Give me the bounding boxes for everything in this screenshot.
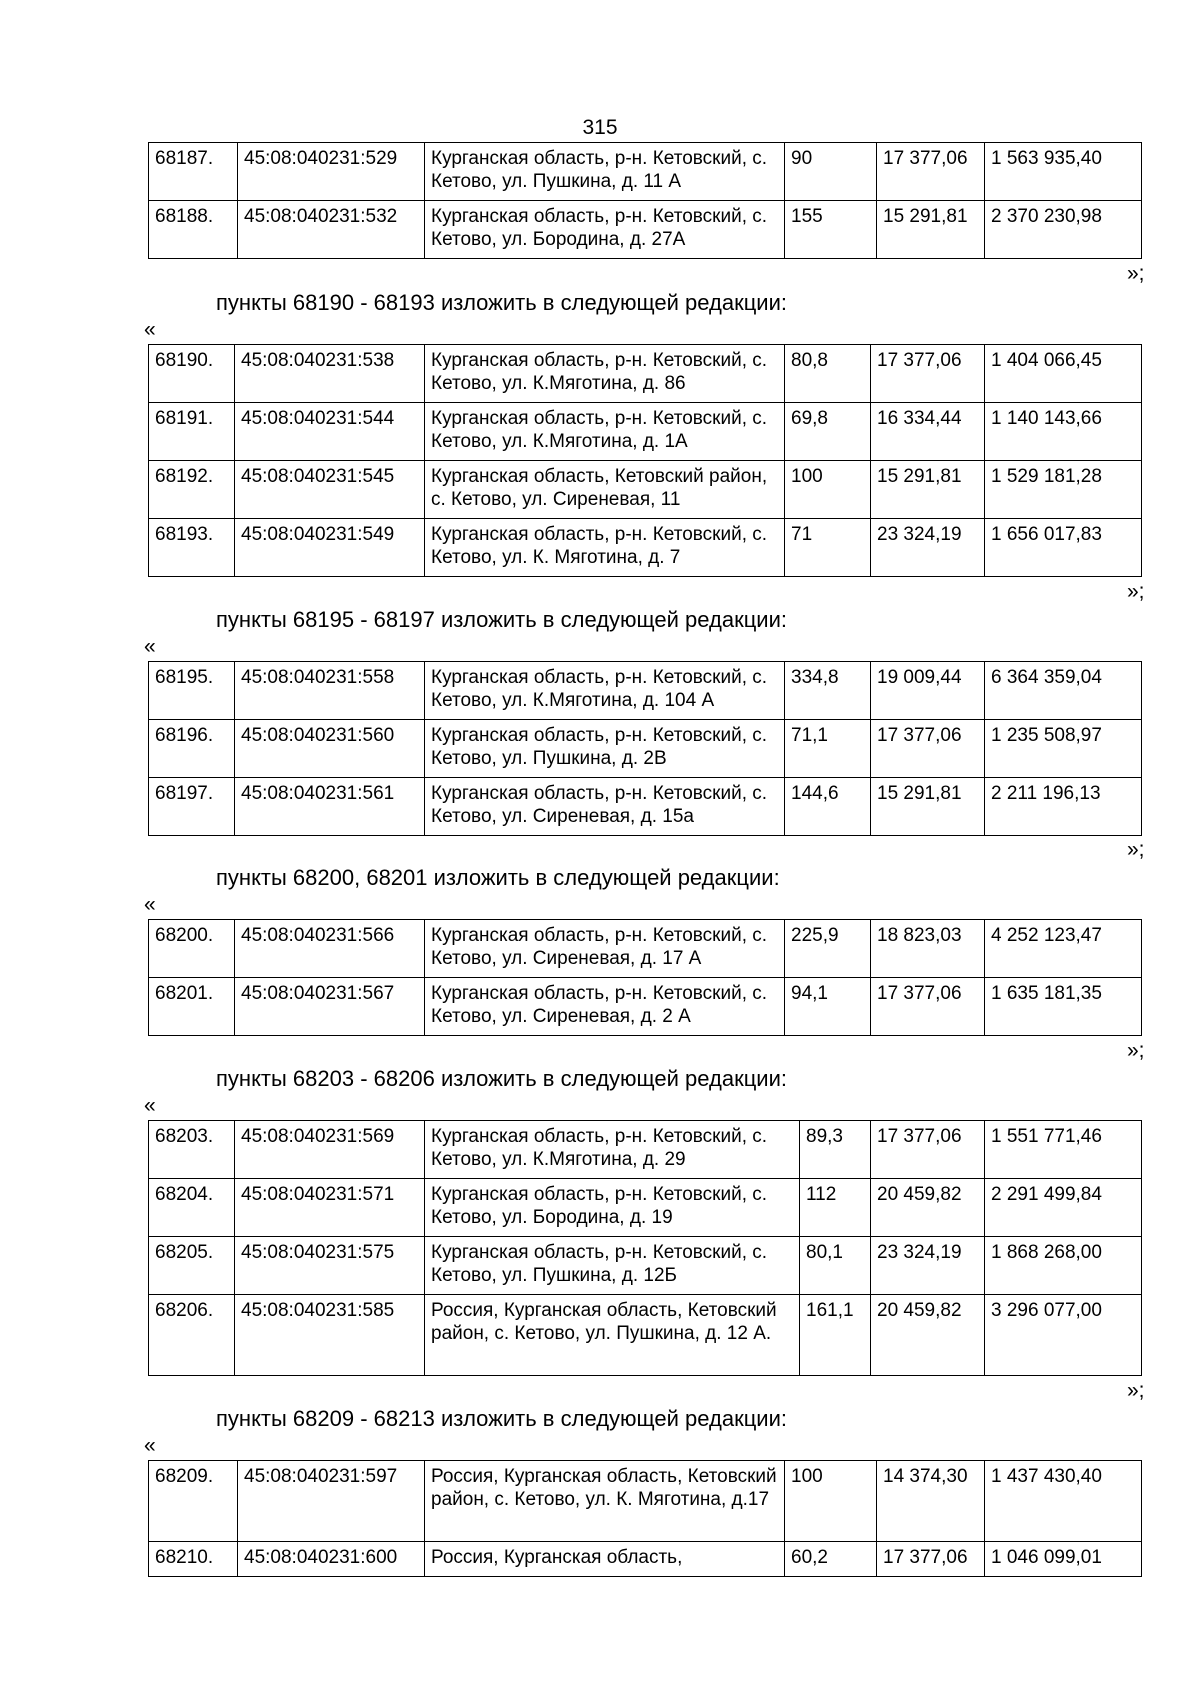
cadastral-number: 45:08:040231:532 [238, 201, 425, 259]
table-row [149, 978, 1142, 1036]
table-row [149, 201, 1142, 259]
address: Россия, Курганская область, Кетовский район, с. Кетово, ул. Пушкина, д. 12 А. [425, 1295, 800, 1376]
area: 90 [785, 143, 877, 201]
table-row [149, 720, 1142, 778]
table-row [149, 1179, 1142, 1237]
address: Курганская область, р-н. Кетовский, с. Кетово, ул. К.Мяготина, д. 1А [425, 403, 785, 461]
total: 6 364 359,04 [985, 662, 1142, 720]
cadastral-number: 45:08:040231:575 [235, 1237, 425, 1295]
total: 3 296 077,00 [985, 1295, 1142, 1376]
cadastral-number: 45:08:040231:545 [235, 461, 425, 519]
rate: 20 459,82 [871, 1295, 985, 1376]
address: Курганская область, р-н. Кетовский, с. Кетово, ул. Сиреневая, д. 15а [425, 778, 785, 836]
area: 94,1 [785, 978, 871, 1036]
rate: 23 324,19 [871, 1237, 985, 1295]
address: Курганская область, р-н. Кетовский, с. Кетово, ул. Пушкина, д. 11 А [425, 143, 785, 201]
cadastral-number: 45:08:040231:597 [238, 1461, 425, 1542]
closing-quote: »; [1127, 1039, 1145, 1062]
area: 89,3 [800, 1121, 871, 1179]
rate: 17 377,06 [871, 1121, 985, 1179]
opening-quote: « [144, 1434, 156, 1457]
address: Курганская область, р-н. Кетовский, с. Кетово, ул. Бородина, д. 27А [425, 201, 785, 259]
cadastral-number: 45:08:040231:529 [238, 143, 425, 201]
item-number: 68195. [149, 662, 235, 720]
total: 4 252 123,47 [985, 920, 1142, 978]
closing-quote: »; [1127, 838, 1145, 861]
rate: 23 324,19 [871, 519, 985, 577]
item-number: 68190. [149, 345, 235, 403]
cadastral-table-1 [148, 142, 1142, 259]
table-row [149, 345, 1142, 403]
cadastral-number: 45:08:040231:538 [235, 345, 425, 403]
rate: 17 377,06 [871, 345, 985, 403]
address: Курганская область, р-н. Кетовский, с. Кетово, ул. Бородина, д. 19 [425, 1179, 800, 1237]
rate: 15 291,81 [871, 461, 985, 519]
rate: 17 377,06 [871, 978, 985, 1036]
item-number: 68196. [149, 720, 235, 778]
area: 112 [800, 1179, 871, 1237]
item-number: 68197. [149, 778, 235, 836]
item-number: 68201. [149, 978, 235, 1036]
cadastral-number: 45:08:040231:560 [235, 720, 425, 778]
cadastral-number: 45:08:040231:566 [235, 920, 425, 978]
total: 1 563 935,40 [985, 143, 1142, 201]
rate: 14 374,30 [877, 1461, 985, 1542]
instruction-text: пункты 68190 - 68193 изложить в следующей редакции: [216, 290, 788, 315]
total: 1 868 268,00 [985, 1237, 1142, 1295]
item-number: 68209. [149, 1461, 238, 1542]
opening-quote: « [144, 635, 156, 658]
cadastral-table-2 [148, 344, 1142, 577]
item-number: 68206. [149, 1295, 235, 1376]
rate: 20 459,82 [871, 1179, 985, 1237]
cadastral-number: 45:08:040231:561 [235, 778, 425, 836]
closing-quote: »; [1127, 1379, 1145, 1402]
address: Курганская область, р-н. Кетовский, с. Кетово, ул. Пушкина, д. 2В [425, 720, 785, 778]
total: 1 551 771,46 [985, 1121, 1142, 1179]
table-row [149, 461, 1142, 519]
rate: 15 291,81 [877, 201, 985, 259]
cadastral-number: 45:08:040231:600 [238, 1542, 425, 1577]
table-row [149, 1295, 1142, 1376]
opening-quote: « [144, 1094, 156, 1117]
item-number: 68204. [149, 1179, 235, 1237]
area: 71 [785, 519, 871, 577]
rate: 18 823,03 [871, 920, 985, 978]
cadastral-number: 45:08:040231:585 [235, 1295, 425, 1376]
table-row [149, 143, 1142, 201]
area: 80,1 [800, 1237, 871, 1295]
address: Курганская область, р-н. Кетовский, с. Кетово, ул. Сиреневая, д. 17 А [425, 920, 785, 978]
total: 1 140 143,66 [985, 403, 1142, 461]
table-row [149, 1121, 1142, 1179]
address: Курганская область, р-н. Кетовский, с. Кетово, ул. Пушкина, д. 12Б [425, 1237, 800, 1295]
item-number: 68203. [149, 1121, 235, 1179]
address: Курганская область, р-н. Кетовский, с. Кетово, ул. К.Мяготина, д. 86 [425, 345, 785, 403]
table-row [149, 1542, 1142, 1577]
instruction-text: пункты 68195 - 68197 изложить в следующей редакции: [216, 607, 788, 632]
cadastral-number: 45:08:040231:569 [235, 1121, 425, 1179]
total: 1 656 017,83 [985, 519, 1142, 577]
address: Курганская область, р-н. Кетовский, с. Кетово, ул. К. Мяготина, д. 7 [425, 519, 785, 577]
item-number: 68210. [149, 1542, 238, 1577]
rate: 16 334,44 [871, 403, 985, 461]
opening-quote: « [144, 893, 156, 916]
table-row [149, 403, 1142, 461]
page-number: 315 [582, 116, 618, 139]
table-row [149, 519, 1142, 577]
table-row [149, 1461, 1142, 1542]
address: Курганская область, Кетовский район, с. Кетово, ул. Сиреневая, 11 [425, 461, 785, 519]
total: 2 370 230,98 [985, 201, 1142, 259]
item-number: 68192. [149, 461, 235, 519]
area: 144,6 [785, 778, 871, 836]
area: 334,8 [785, 662, 871, 720]
rate: 15 291,81 [871, 778, 985, 836]
rate: 17 377,06 [877, 1542, 985, 1577]
area: 155 [785, 201, 877, 259]
rate: 19 009,44 [871, 662, 985, 720]
cadastral-table-4 [148, 919, 1142, 1036]
rate: 17 377,06 [871, 720, 985, 778]
area: 71,1 [785, 720, 871, 778]
area: 69,8 [785, 403, 871, 461]
total: 1 437 430,40 [985, 1461, 1142, 1542]
address: Россия, Курганская область, Кетовский район, с. Кетово, ул. К. Мяготина, д.17 [425, 1461, 785, 1542]
instruction-text: пункты 68203 - 68206 изложить в следующей редакции: [216, 1066, 788, 1091]
item-number: 68205. [149, 1237, 235, 1295]
address: Курганская область, р-н. Кетовский, с. Кетово, ул. К.Мяготина, д. 29 [425, 1121, 800, 1179]
table-row [149, 662, 1142, 720]
address: Курганская область, р-н. Кетовский, с. Кетово, ул. Сиреневая, д. 2 А [425, 978, 785, 1036]
cadastral-table-6 [148, 1460, 1142, 1577]
total: 2 211 196,13 [985, 778, 1142, 836]
total: 1 235 508,97 [985, 720, 1142, 778]
cadastral-table-3 [148, 661, 1142, 836]
table-row [149, 1237, 1142, 1295]
item-number: 68200. [149, 920, 235, 978]
cadastral-number: 45:08:040231:567 [235, 978, 425, 1036]
rate: 17 377,06 [877, 143, 985, 201]
area: 80,8 [785, 345, 871, 403]
address: Россия, Курганская область, [425, 1542, 785, 1577]
total: 1 046 099,01 [985, 1542, 1142, 1577]
closing-quote: »; [1127, 262, 1145, 285]
item-number: 68191. [149, 403, 235, 461]
total: 1 404 066,45 [985, 345, 1142, 403]
area: 100 [785, 1461, 877, 1542]
area: 60,2 [785, 1542, 877, 1577]
cadastral-table-5 [148, 1120, 1142, 1376]
table-row [149, 778, 1142, 836]
cadastral-number: 45:08:040231:558 [235, 662, 425, 720]
item-number: 68188. [149, 201, 238, 259]
item-number: 68193. [149, 519, 235, 577]
closing-quote: »; [1127, 580, 1145, 603]
opening-quote: « [144, 318, 156, 341]
total: 1 635 181,35 [985, 978, 1142, 1036]
area: 225,9 [785, 920, 871, 978]
area: 100 [785, 461, 871, 519]
cadastral-number: 45:08:040231:571 [235, 1179, 425, 1237]
total: 2 291 499,84 [985, 1179, 1142, 1237]
area: 161,1 [800, 1295, 871, 1376]
total: 1 529 181,28 [985, 461, 1142, 519]
item-number: 68187. [149, 143, 238, 201]
cadastral-number: 45:08:040231:549 [235, 519, 425, 577]
cadastral-number: 45:08:040231:544 [235, 403, 425, 461]
table-row [149, 920, 1142, 978]
address: Курганская область, р-н. Кетовский, с. Кетово, ул. К.Мяготина, д. 104 А [425, 662, 785, 720]
instruction-text: пункты 68200, 68201 изложить в следующей редакции: [216, 865, 780, 890]
instruction-text: пункты 68209 - 68213 изложить в следующей редакции: [216, 1406, 788, 1431]
